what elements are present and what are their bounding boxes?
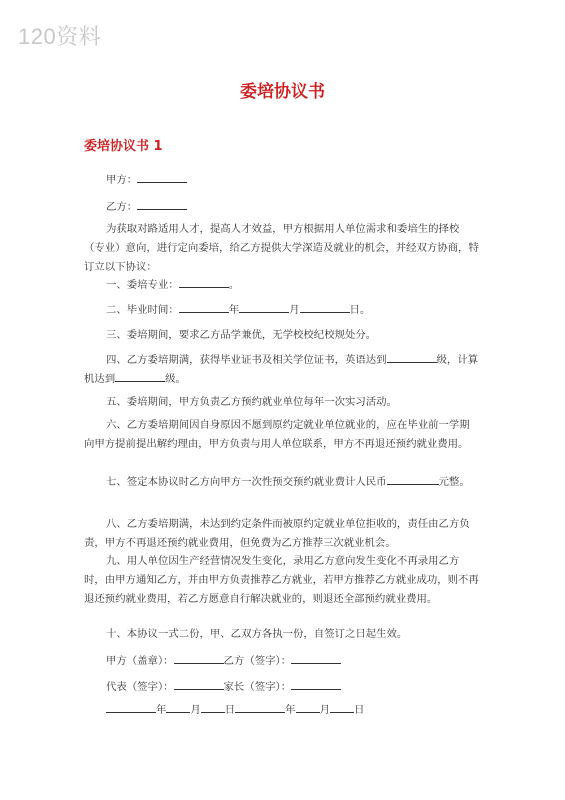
signature-line-2 bbox=[84, 678, 479, 697]
clause-4-text: 四、乙方委培期满，获得毕业证书及相关学位证书，英语达到 bbox=[106, 354, 387, 366]
rep-label: 代表（签字）： bbox=[106, 681, 174, 693]
blank-line bbox=[137, 199, 187, 210]
clause-8: 八、乙方委培期满，未达到约定条件而被原约定就业单位拒收的，责任由乙方负责，甲方不再退还预约就业费用，但免费为乙方推荐三次就业机会。 bbox=[84, 518, 470, 549]
parent-label: 家长（签字）： bbox=[223, 681, 292, 693]
clause-1-label: 一、委培专业： bbox=[106, 279, 179, 291]
clause-2 bbox=[84, 301, 479, 320]
watermark: 120资料 bbox=[18, 24, 102, 49]
party-b-label: 乙方： bbox=[106, 201, 138, 213]
clause-4-mid: 级，计算机达到 bbox=[84, 354, 479, 385]
date-month-b: 月 bbox=[319, 704, 330, 716]
signature-line-1 bbox=[84, 652, 479, 671]
clause-7-end: 元整。 bbox=[438, 476, 470, 488]
blank-line bbox=[387, 474, 439, 485]
blank-line bbox=[174, 653, 224, 664]
clause-9: 九、用人单位因生产经营情况发生变化，录用乙方意向发生变化不再录用乙方时，由甲方通知乙方，并由甲方负责推荐乙方就业，若甲方推荐乙方就业成功，则不再退还预约就业费用，若乙方愿意自行解决就业的，则退还全部预约就业费用。 bbox=[84, 555, 479, 605]
blank-line bbox=[137, 172, 187, 183]
clause-1-end: 。 bbox=[228, 279, 240, 291]
blank-line bbox=[201, 702, 225, 713]
document-title: 委培协议书 bbox=[240, 82, 325, 102]
blank-line bbox=[291, 653, 341, 664]
date-year-b: 年 bbox=[285, 704, 296, 716]
date-year-a: 年 bbox=[156, 704, 167, 716]
date-line bbox=[84, 701, 479, 720]
blank-line bbox=[296, 702, 320, 713]
clause-2-label: 二、毕业时间： bbox=[106, 304, 179, 316]
blank-line bbox=[330, 702, 354, 713]
clause-2-year: 年 bbox=[228, 304, 240, 316]
clause-6: 六、乙方委培期间因自身原因不愿到原约定就业单位就业的，应在毕业前一学期向甲方提前提出解约理由，甲方负责与用人单位联系，甲方不再退还预约就业费用。 bbox=[84, 419, 470, 450]
sign-a-label: 甲方（盖章）： bbox=[106, 655, 174, 667]
party-a-label: 甲方： bbox=[106, 174, 138, 186]
party-a-line bbox=[84, 171, 479, 190]
blank-line bbox=[300, 302, 350, 313]
blank-line bbox=[239, 302, 289, 313]
clause-7 bbox=[84, 473, 479, 492]
clause-2-day: 日。 bbox=[349, 304, 371, 316]
blank-line bbox=[235, 702, 285, 713]
date-month-a: 月 bbox=[190, 704, 201, 716]
clause-3: 三、委培期间，要求乙方品学兼优，无学校校纪校规处分。 bbox=[106, 329, 377, 341]
blank-line bbox=[179, 302, 229, 313]
party-b-line bbox=[84, 198, 479, 217]
date-day-b: 日 bbox=[353, 704, 365, 716]
blank-line bbox=[166, 702, 190, 713]
clause-2-month: 月 bbox=[289, 304, 300, 316]
clause-1 bbox=[84, 276, 479, 295]
intro-paragraph: 为获取对路适用人才，提高人才效益，甲方根据用人单位需求和委培生的择校（专业）意向，进行定向委培，给乙方提供大学深造及就业的机会，并经双方协商，特订立以下协议： bbox=[84, 223, 479, 273]
date-day-a: 日 bbox=[224, 704, 236, 716]
blank-line bbox=[174, 679, 224, 690]
blank-line bbox=[387, 352, 437, 363]
clause-5: 五、委培期间，甲方负责乙方预约就业单位每年一次实习活动。 bbox=[106, 396, 397, 408]
clause-4-end: 级。 bbox=[165, 373, 186, 385]
clause-7-text: 七、签定本协议时乙方向甲方一次性预交预约就业费计人民币 bbox=[106, 476, 387, 488]
clause-4 bbox=[84, 351, 479, 389]
clause-10: 十、本协议一式二份，甲、乙双方各执一份，自签订之日起生效。 bbox=[106, 628, 408, 640]
section-title: 委培协议书 1 bbox=[84, 139, 163, 154]
blank-line bbox=[291, 679, 341, 690]
blank-line bbox=[106, 702, 156, 713]
sign-b-label: 乙方（签字）： bbox=[223, 655, 292, 667]
blank-line bbox=[179, 277, 229, 288]
blank-line bbox=[115, 371, 165, 382]
